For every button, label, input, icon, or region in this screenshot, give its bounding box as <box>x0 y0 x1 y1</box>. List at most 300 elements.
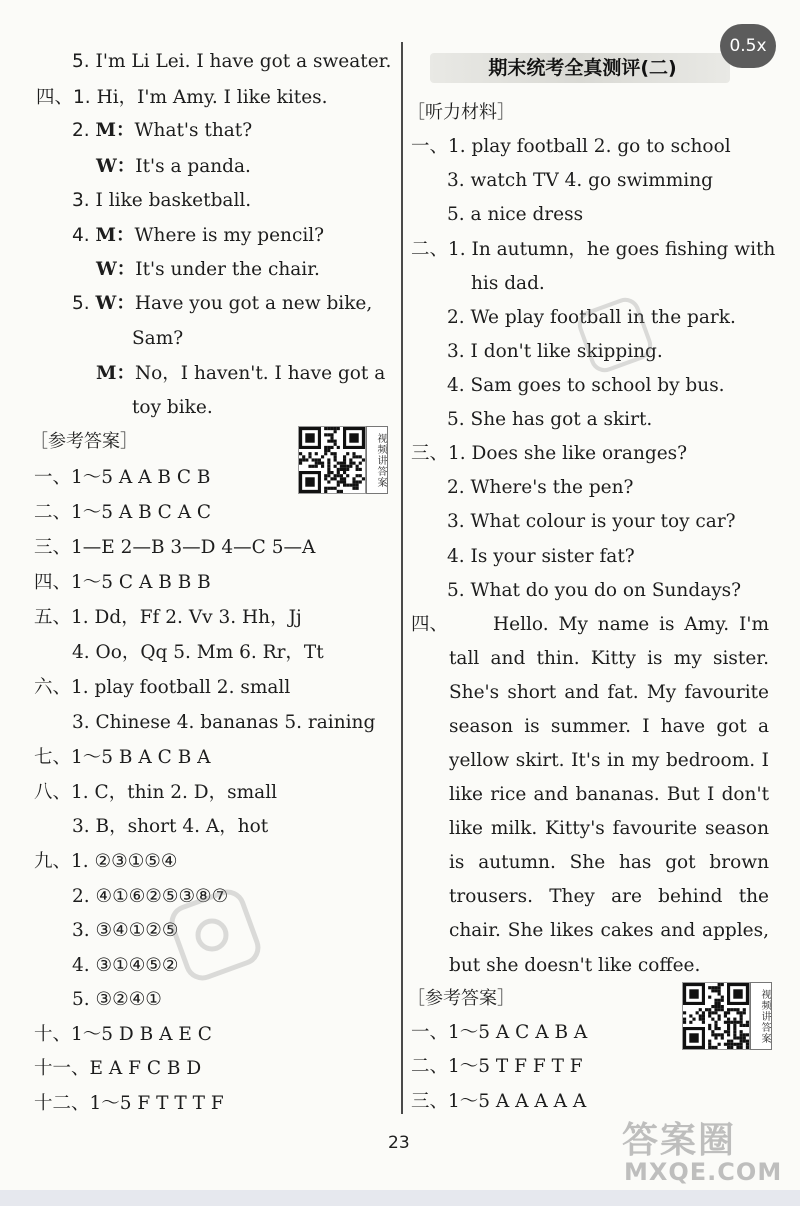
answer-text: E A F C B D <box>89 1058 202 1079</box>
qr-module <box>349 465 352 468</box>
qr-module <box>334 487 337 490</box>
section-number: 十二、 <box>34 1093 90 1114</box>
qr-module <box>736 1011 739 1014</box>
qr-module <box>334 443 337 446</box>
qr-module <box>308 465 311 468</box>
listening-line <box>447 408 652 432</box>
qr-module <box>736 1008 739 1011</box>
qr-module <box>334 458 337 461</box>
line-text: I'm Li Lei. I have got a sweater. <box>95 51 392 72</box>
qr-module <box>359 455 362 458</box>
qr-module <box>743 1011 746 1014</box>
qr-module <box>714 989 717 992</box>
qr-module <box>327 427 330 430</box>
qr-module <box>352 477 355 480</box>
qr-module <box>359 474 362 477</box>
line-text: 1. In autumn，he goes fishing with <box>448 239 776 260</box>
qr-module <box>736 1043 739 1046</box>
qr-module <box>327 440 330 443</box>
answer-text: 1. C，thin 2. D，small <box>71 782 278 803</box>
listening-line <box>471 272 545 296</box>
qr-module <box>343 458 346 461</box>
qr-module <box>359 462 362 465</box>
qr-module <box>714 1036 717 1039</box>
qr-module <box>346 465 349 468</box>
answer-text: 1～5 C A B B B <box>71 572 211 593</box>
line-text: Have you got a new bike, <box>134 293 373 314</box>
answer-text: 1～5 A A A A A <box>448 1091 587 1112</box>
qr-module <box>714 1011 717 1014</box>
passage-line: like rice and bananas. But I don't <box>449 784 769 805</box>
qr-module <box>724 1011 727 1014</box>
qr-module <box>352 487 355 490</box>
answer-line <box>34 501 211 525</box>
section-number: 三、 <box>411 1091 449 1112</box>
qr-module <box>724 1021 727 1024</box>
qr-module <box>327 480 330 483</box>
qr-module <box>324 427 327 430</box>
qr-module <box>321 462 324 465</box>
qr-module <box>727 1033 730 1036</box>
qr-module <box>299 462 302 465</box>
answer-line <box>72 641 324 665</box>
passage-line: chair. She likes cakes and apples, <box>449 920 769 941</box>
qr-module <box>349 433 358 442</box>
listening-line <box>132 396 213 420</box>
qr-module <box>683 1018 686 1021</box>
qr-module <box>334 427 337 430</box>
faint-stamp-icon <box>570 290 660 380</box>
listening-line <box>96 362 385 386</box>
qr-module <box>305 433 314 442</box>
answer-key-header: ［参考答案］ <box>407 988 515 1009</box>
qr-module <box>724 1014 727 1017</box>
qr-module <box>327 458 330 461</box>
qr-module <box>714 1024 717 1027</box>
qr-module <box>718 1005 721 1008</box>
qr-module <box>305 477 314 486</box>
video-answer-label: 视频讲答案 <box>750 982 772 1050</box>
qr-module <box>727 1024 730 1027</box>
qr-pattern <box>299 427 365 493</box>
qr-module <box>740 1014 743 1017</box>
qr-module <box>727 1027 730 1030</box>
line-text: 3. I don't like skipping. <box>447 341 663 362</box>
answer-text: 1—E 2—B 3—D 4—C 5—A <box>71 537 316 558</box>
qr-module <box>327 462 330 465</box>
qr-module <box>362 477 365 480</box>
qr-module <box>730 1046 733 1049</box>
qr-module <box>346 474 349 477</box>
qr-module <box>337 474 340 477</box>
answer-line <box>34 850 177 874</box>
answer-text: 5. ③②④① <box>72 989 162 1010</box>
qr-module <box>721 999 724 1002</box>
listening-line <box>72 50 391 74</box>
video-answer-label: 视频讲答案 <box>366 426 388 494</box>
qr-module <box>352 452 355 455</box>
qr-module <box>359 468 362 471</box>
qr-module <box>299 452 302 455</box>
qr-module <box>746 1024 749 1027</box>
qr-module <box>743 1040 746 1043</box>
line-text: 1. play football 2. go to school <box>448 136 731 157</box>
speaker-label: M： <box>95 225 135 246</box>
qr-module <box>727 1046 730 1049</box>
qr-module <box>727 1040 730 1043</box>
qr-module <box>733 1024 736 1027</box>
qr-module <box>324 449 327 452</box>
qr-module <box>359 480 362 483</box>
qr-module <box>349 458 352 461</box>
qr-module <box>327 487 330 490</box>
item-number: 3. <box>72 190 90 211</box>
qr-module <box>356 455 359 458</box>
qr-module <box>315 458 318 461</box>
answer-line <box>34 1092 224 1116</box>
qr-module <box>683 1021 686 1024</box>
qr-module <box>318 458 321 461</box>
qr-module <box>343 477 346 480</box>
qr-pattern <box>683 983 749 1049</box>
listening-line <box>447 203 583 227</box>
qr-module <box>308 452 311 455</box>
qr-module <box>337 490 340 493</box>
answer-key-header: ［参考答案］ <box>30 431 138 452</box>
answer-line <box>34 536 315 560</box>
answer-text: 1～5 A B C A C <box>71 502 212 523</box>
qr-module <box>349 484 352 487</box>
qr-module <box>315 452 318 455</box>
qr-module <box>714 1005 717 1008</box>
answer-line <box>411 1055 583 1079</box>
qr-module <box>730 1043 733 1046</box>
line-text: Hi，I'm Amy. I like kites. <box>96 87 328 108</box>
qr-module <box>315 462 318 465</box>
answer-text: 2. ④①⑥②⑤③⑧⑦ <box>72 886 229 907</box>
section-number: 四、 <box>36 87 74 108</box>
qr-module <box>736 1046 739 1049</box>
qr-module <box>702 1018 705 1021</box>
bottom-band <box>0 1190 800 1206</box>
qr-module <box>733 1030 736 1033</box>
item-number: 2. <box>72 120 90 141</box>
line-text: Where is my pencil? <box>134 225 325 246</box>
qr-module <box>334 465 337 468</box>
answer-text: 4. Oo，Qq 5. Mm 6. Rr，Tt <box>72 642 324 663</box>
qr-module <box>330 440 333 443</box>
qr-module <box>702 1011 705 1014</box>
passage-line: She's short and fat. My favourite <box>449 682 769 703</box>
passage-line: tall and thin. Kitty is my sister. <box>449 648 769 669</box>
qr-module <box>327 465 330 468</box>
qr-module <box>721 983 724 986</box>
qr-module <box>337 480 340 483</box>
qr-module <box>740 1036 743 1039</box>
qr-module <box>327 474 330 477</box>
answer-line <box>34 781 277 805</box>
section-number: 三、 <box>411 443 449 464</box>
qr-module <box>327 471 330 474</box>
qr-module <box>324 490 327 493</box>
qr-module <box>330 427 333 430</box>
section-number: 五、 <box>34 607 72 628</box>
qr-module <box>334 474 337 477</box>
answer-line <box>34 571 211 595</box>
qr-module <box>708 1011 711 1014</box>
line-text: I like basketball. <box>95 190 252 211</box>
test-title: 期末统考全真测评(二) <box>488 57 677 79</box>
qr-module <box>702 1014 705 1017</box>
qr-module <box>740 1018 743 1021</box>
line-text: 3. What colour is your toy car? <box>447 511 736 532</box>
line-text: 5. What do you do on Sundays? <box>447 580 742 601</box>
qr-module <box>724 1043 727 1046</box>
qr-module <box>696 1011 699 1014</box>
qr-module <box>714 986 717 989</box>
answer-line <box>34 746 211 770</box>
section-number: 二、 <box>411 239 449 260</box>
qr-module <box>733 1043 736 1046</box>
qr-module <box>352 480 355 483</box>
answer-line <box>411 1021 587 1045</box>
answer-text: 3. ③④①②⑤ <box>72 920 179 941</box>
section-number: 三、 <box>34 537 72 558</box>
qr-module <box>340 480 343 483</box>
listening-line <box>132 327 183 351</box>
qr-module <box>714 999 717 1002</box>
qr-module <box>743 1036 746 1039</box>
qr-module <box>352 455 355 458</box>
qr-module <box>340 462 343 465</box>
qr-module <box>689 1014 692 1017</box>
qr-module <box>330 436 333 439</box>
qr-module <box>721 996 724 999</box>
answer-line <box>411 1090 586 1114</box>
line-text: 5. She has got a skirt. <box>447 409 653 430</box>
passage-line: is autumn. She has got brown <box>449 852 769 873</box>
speaker-label: W： <box>96 259 136 280</box>
qr-module <box>330 487 333 490</box>
line-text: 2. We play football in the park. <box>447 307 736 328</box>
item-number: 5. <box>72 293 90 314</box>
qr-module <box>718 1002 721 1005</box>
qr-module <box>337 462 340 465</box>
answer-text: 1～5 F T T T F <box>89 1093 224 1114</box>
listening-line <box>411 135 731 159</box>
answer-line <box>72 988 162 1012</box>
answer-text: 1～5 A C A B A <box>448 1022 588 1043</box>
line-text: It's under the chair. <box>135 259 320 280</box>
qr-module <box>727 1043 730 1046</box>
qr-module <box>683 1011 686 1014</box>
line-text: Sam? <box>132 328 184 349</box>
qr-module <box>305 458 308 461</box>
listening-line <box>36 86 328 110</box>
listening-line <box>96 258 320 282</box>
qr-module <box>740 1011 743 1014</box>
qr-module <box>334 455 337 458</box>
answer-line <box>72 711 375 735</box>
qr-module <box>708 1014 711 1017</box>
section-number: 一、 <box>411 1022 449 1043</box>
qr-module <box>343 455 346 458</box>
listening-line <box>447 579 741 603</box>
listening-line <box>447 545 635 569</box>
qr-module <box>711 1033 714 1036</box>
qr-module <box>746 1040 749 1043</box>
speaker-label: W： <box>95 293 135 314</box>
qr-module <box>727 1011 730 1014</box>
qr-module <box>334 477 337 480</box>
answer-text: 1. Dd，Ff 2. Vv 3. Hh，Jj <box>71 607 302 628</box>
qr-module <box>349 462 352 465</box>
qr-module <box>746 1043 749 1046</box>
qr-module <box>330 452 333 455</box>
answer-line <box>72 815 268 839</box>
listening-line <box>72 189 251 213</box>
answer-text: 4. ③①④⑤② <box>72 955 179 976</box>
line-text: What's that? <box>134 120 253 141</box>
qr-module <box>727 1008 730 1011</box>
qr-module <box>721 1008 724 1011</box>
answer-line <box>34 1023 212 1047</box>
qr-module <box>708 1040 711 1043</box>
qr-module <box>334 440 337 443</box>
site-watermark <box>622 1112 792 1192</box>
passage-line: Hello. My name is Amy. I'm <box>493 614 769 635</box>
qr-module <box>718 989 721 992</box>
qr-module <box>711 1011 714 1014</box>
qr-module <box>334 430 337 433</box>
qr-module <box>736 1021 739 1024</box>
playback-speed-badge[interactable]: 0.5x <box>720 24 776 68</box>
qr-module <box>718 1043 721 1046</box>
qr-module <box>702 1021 705 1024</box>
page-number: 23 <box>388 1133 410 1153</box>
section-number: 十一、 <box>34 1058 90 1079</box>
listening-line <box>447 476 633 500</box>
answer-line <box>34 466 211 490</box>
qr-module <box>708 1008 711 1011</box>
answer-text: 3. Chinese 4. bananas 5. raining <box>72 712 376 733</box>
qr-module <box>718 983 721 986</box>
qr-module <box>721 1036 724 1039</box>
qr-module <box>352 462 355 465</box>
qr-module <box>740 1024 743 1027</box>
qr-module <box>699 1018 702 1021</box>
qr-module <box>692 1018 695 1021</box>
qr-module <box>714 1046 717 1049</box>
qr-module <box>743 1024 746 1027</box>
qr-module <box>705 1008 708 1011</box>
qr-module <box>727 1018 730 1021</box>
qr-module <box>337 468 340 471</box>
qr-module <box>711 986 714 989</box>
qr-module <box>340 477 343 480</box>
qr-module <box>337 484 340 487</box>
qr-module <box>733 1008 736 1011</box>
listening-line <box>447 510 736 534</box>
answer-text: 1～5 D B A E C <box>71 1024 212 1045</box>
line-text: 2. Where's the pen? <box>447 477 634 498</box>
speaker-label: M： <box>95 120 135 141</box>
qr-module <box>727 1021 730 1024</box>
qr-module <box>743 1033 746 1036</box>
qr-module <box>302 455 305 458</box>
qr-module <box>324 452 327 455</box>
qr-module <box>740 1046 743 1049</box>
qr-module <box>337 471 340 474</box>
qr-module <box>730 1040 733 1043</box>
qr-module <box>721 1005 724 1008</box>
qr-module <box>718 999 721 1002</box>
qr-module <box>318 462 321 465</box>
qr-module <box>330 477 333 480</box>
qr-module <box>324 446 327 449</box>
qr-module <box>714 1033 717 1036</box>
qr-module <box>708 1043 711 1046</box>
column-divider <box>401 42 403 1114</box>
watermark-bottom: MXQE.COM <box>624 1158 783 1186</box>
qr-module <box>346 468 349 471</box>
qr-module <box>708 996 711 999</box>
listening-line <box>72 292 372 316</box>
listening-line <box>96 155 251 179</box>
listening-material-header: ［听力材料］ <box>407 102 515 123</box>
qr-module <box>711 1030 714 1033</box>
section-number: 七、 <box>34 747 72 768</box>
qr-module <box>327 433 330 436</box>
qr-code-icon[interactable] <box>298 426 366 494</box>
qr-module <box>714 1002 717 1005</box>
line-text: 4. Is your sister fat? <box>447 546 635 567</box>
qr-module <box>718 1008 721 1011</box>
qr-module <box>730 1008 733 1011</box>
qr-module <box>721 1033 724 1036</box>
qr-module <box>746 1021 749 1024</box>
item-number: 4. <box>72 225 90 246</box>
qr-module <box>714 1027 717 1030</box>
section-number: 八、 <box>34 782 72 803</box>
speaker-label: W： <box>96 156 136 177</box>
qr-module <box>346 452 349 455</box>
qr-module <box>356 487 359 490</box>
qr-module <box>689 1021 692 1024</box>
qr-module <box>699 1008 702 1011</box>
watermark-top: 答案圈 <box>622 1120 737 1161</box>
qr-module <box>343 465 346 468</box>
qr-module <box>736 1036 739 1039</box>
qr-module <box>699 1014 702 1017</box>
qr-module <box>718 986 721 989</box>
qr-module <box>718 1027 721 1030</box>
qr-module <box>324 474 327 477</box>
qr-module <box>352 484 355 487</box>
qr-module <box>327 468 330 471</box>
qr-module <box>743 1008 746 1011</box>
section-number: 二、 <box>34 502 72 523</box>
qr-module <box>321 455 324 458</box>
qr-module <box>334 452 337 455</box>
qr-module <box>733 989 742 998</box>
qr-module <box>340 465 343 468</box>
qr-module <box>356 480 359 483</box>
qr-module <box>714 1021 717 1024</box>
qr-module <box>340 468 343 471</box>
qr-module <box>324 477 327 480</box>
qr-code-icon[interactable] <box>682 982 750 1050</box>
